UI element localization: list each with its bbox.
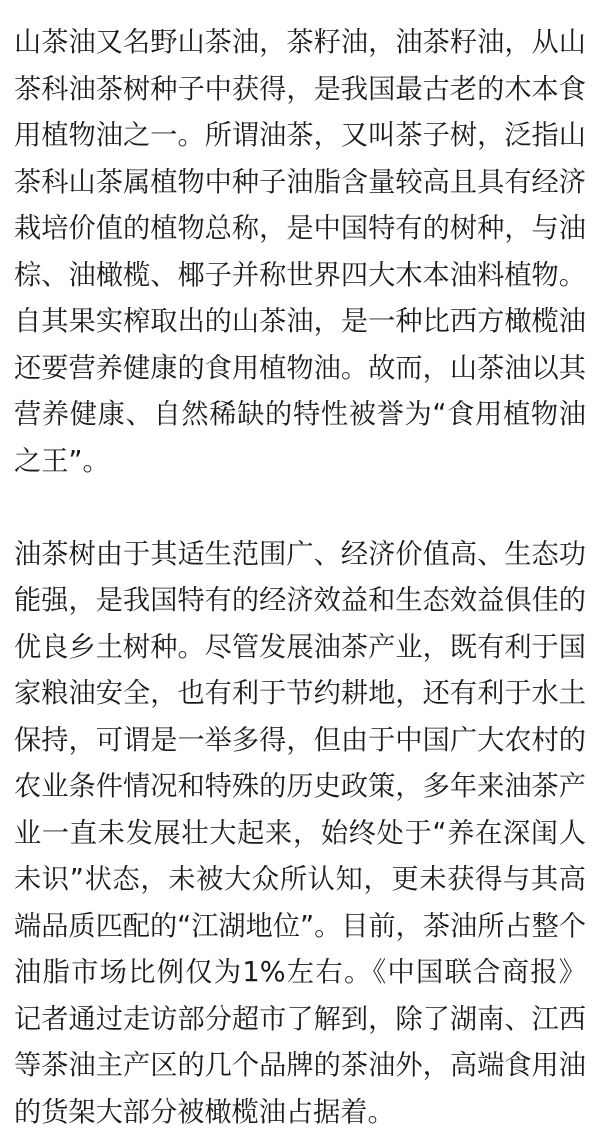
paragraph-camellia-oil-intro: 山茶油又名野山茶油，茶籽油，油茶籽油，从山茶科油茶树种子中获得，是我国最古老的木本食用植物油之一。所谓油茶，又叫茶子树，泛指山茶科山茶属植物中种子油脂含量较高且具有经济栽培价值的植物总称，是中国特有的树种，与油棕、油橄榄、椰子并称世界四大木本油料植物。自其果实榨取出的山茶油，是一种比西方橄榄油还要营养健康的食用植物油。故而，山茶油以其营养健康、自然稀缺的特性被誉为“食用植物油之王”。 [14, 20, 586, 485]
paragraph-oil-tea-industry: 油茶树由于其适生范围广、经济价值高、生态功能强，是我国特有的经济效益和生态效益俱佳的优良乡土树种。尽管发展油茶产业，既有利于国家粮油安全，也有利于节约耕地，还有利于水土保持，可谓是一举多得，但由于中国广大农村的农业条件情况和特殊的历史政策，多年来油茶产业一直未发展壮大起来，始终处于“养在深闺人未识”状态，未被大众所认知，更未获得与其高端品质匹配的“江湖地位”。目前，茶油所占整个油脂市场比例仅为1%左右。《中国联合商报》记者通过走访部分超市了解到，除了湖南、江西等茶油主产区的几个品牌的茶油外，高端食用油的货架大部分被橄榄油占据着。 [14, 532, 586, 1136]
article-body [14, 20, 586, 1136]
